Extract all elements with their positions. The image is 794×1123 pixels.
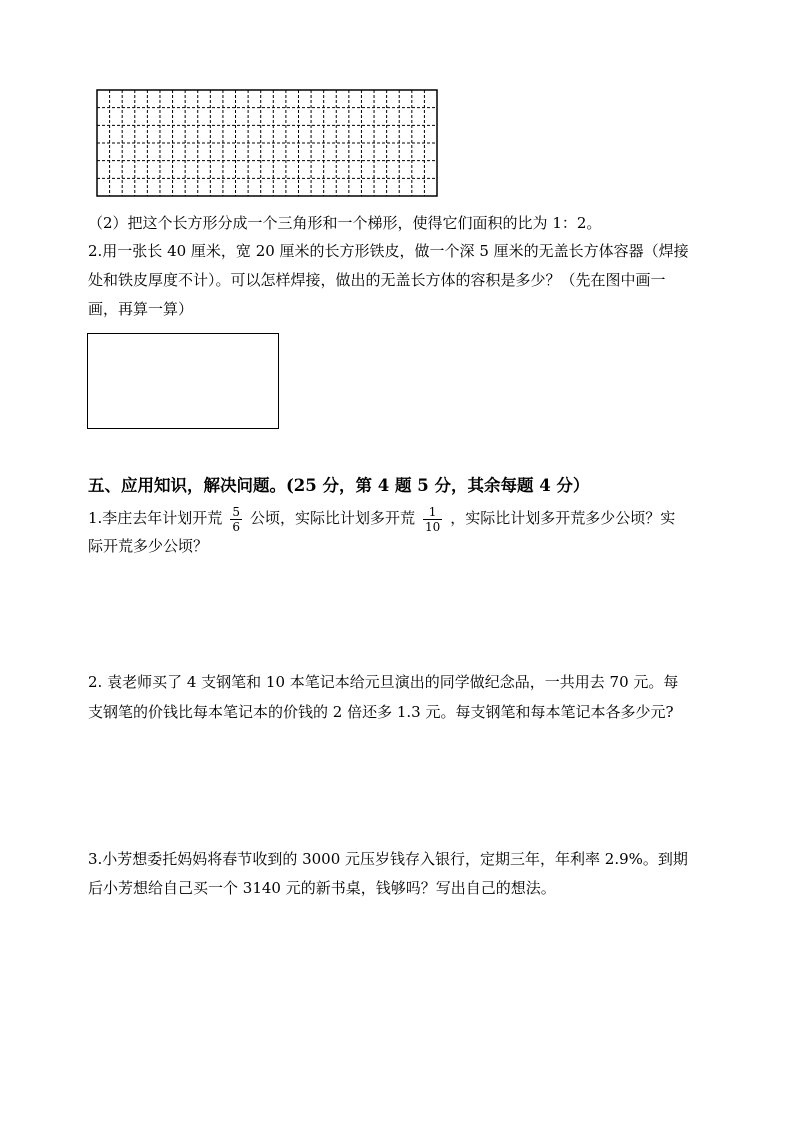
app-question-2-line-2: 支钢笔的价钱比每本笔记本的价钱的 2 倍还多 1.3 元。每支钢笔和每本笔记本各多少元?	[88, 703, 674, 721]
app-question-1-pre: 1.李庄去年计划开荒	[88, 509, 223, 527]
question-2-line-3: 画，再算一算）	[88, 300, 194, 318]
fraction-numerator: 1	[423, 505, 442, 520]
app-question-1-post: ，实际比计划多开荒多少公顷？实	[450, 509, 676, 527]
app-question-3-line-2: 后小芳想给自己买一个 3140 元的新书桌，钱够吗？写出自己的想法。	[88, 879, 556, 897]
fraction-denominator: 6	[232, 519, 240, 534]
app-question-1-line-2: 际开荒多少公顷？	[88, 537, 209, 555]
app-question-1-mid: 公顷，实际比计划多开荒	[249, 509, 415, 527]
fraction-numerator: 5	[232, 504, 240, 519]
question-2-line-2: 处和铁皮厚度不计）。可以怎样焊接，做出的无盖长方体的容积是多少？（先在图中画一	[88, 271, 666, 289]
fraction-denominator: 10	[424, 519, 441, 534]
app-question-1-line-1	[88, 503, 728, 534]
grid-paper	[96, 89, 438, 197]
drawing-box	[87, 333, 279, 429]
question-2-line-1: 2.用一张长 40 厘米，宽 20 厘米的长方形铁皮，做一个深 5 厘米的无盖长方体容器（焊接	[88, 242, 689, 260]
grid-drawing	[96, 89, 438, 197]
section-5-heading: 五、应用知识，解决问题。(25 分，第 4 题 5 分，其余每题 4 分）	[88, 476, 590, 495]
app-question-2-line-1: 2. 袁老师买了 4 支钢笔和 10 本笔记本给元旦演出的同学做纪念品，一共用去 70 元。每	[88, 673, 679, 691]
fraction-five-sixths	[230, 505, 242, 534]
app-question-3-line-1: 3.小芳想委托妈妈将春节收到的 3000 元压岁钱存入银行，定期三年，年利率 2.9%。到期	[88, 850, 688, 868]
question-2-part-2: （2）把这个长方形分成一个三角形和一个梯形，使得它们面积的比为 1：2。	[88, 214, 602, 232]
fraction-one-tenth	[423, 505, 442, 534]
